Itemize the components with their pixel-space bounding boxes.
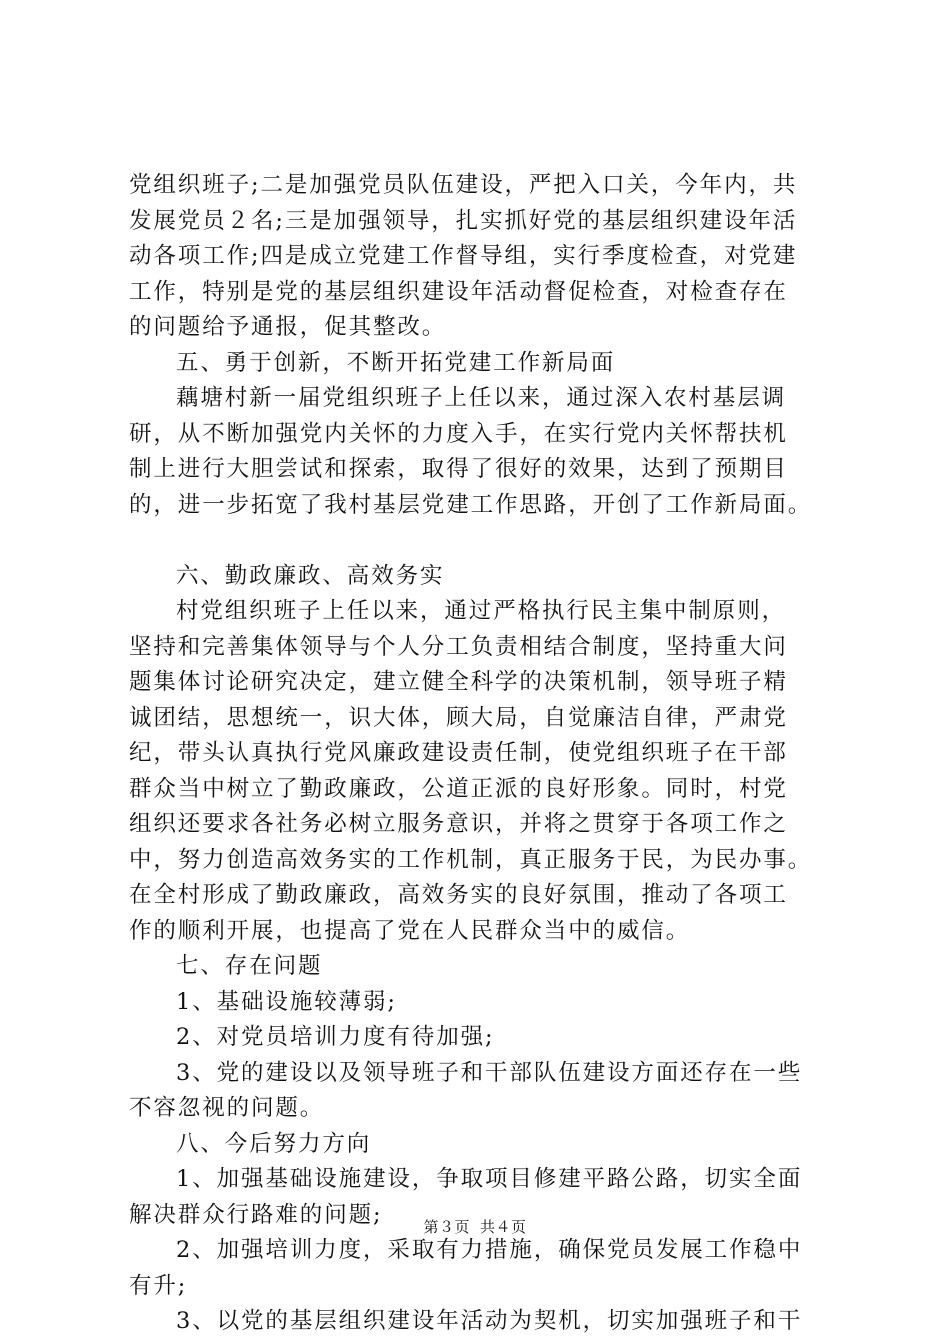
text-line: 藕塘村新一届党组织班子上任以来，通过深入农村基层调 (176, 385, 787, 411)
text-line: 在全村形成了勤政廉政，高效务实的良好氛围，推动了各项工 (129, 882, 788, 908)
document-body (129, 168, 829, 1340)
text-line: 解决群众行路难的问题; (129, 1201, 383, 1228)
text-line: 村党组织班子上任以来，通过严格执行民主集中制原则， (176, 598, 787, 624)
text-line: 不容忽视的问题。 (129, 1095, 325, 1121)
text-line: 的问题给予通报，促其整改。 (129, 314, 447, 340)
section-heading-7: 七、存在问题 (176, 953, 323, 979)
text-line: 发展党员２名;三是加强领导，扎实抓好党的基层组织建设年活 (129, 207, 798, 234)
list-item: 1、加强基础设施建设，争取项目修建平路公路，切实全面 (176, 1166, 803, 1192)
text-line: 动各项工作;四是成立党建工作督导组，实行季度检查，对党建 (129, 243, 798, 269)
section-heading-6: 六、勤政廉政、高效务实 (176, 562, 445, 589)
list-item: 3、党的建设以及领导班子和干部队伍建设方面还存在一些 (176, 1059, 803, 1086)
text-line: 党组织班子;二是加强党员队伍建设，严把入口关，今年内，共 (129, 172, 798, 198)
text-line: 诚团结，思想统一，识大体，顾大局，自觉廉洁自律，严肃党 (129, 704, 788, 731)
text-line: 有升; (129, 1272, 188, 1299)
page-total: 共４页 (480, 1218, 527, 1236)
list-item: 1、基础设施较薄弱; (176, 988, 397, 1015)
text-line: 制上进行大胆尝试和探索，取得了很好的效果，达到了预期目 (129, 456, 788, 482)
text-line: 纪，带头认真执行党风廉政建设责任制，使党组织班子在干部 (129, 740, 788, 766)
text-line: 组织还要求各社务必树立服务意识，并将之贯穿于各项工作之 (129, 811, 788, 837)
text-line: 群众当中树立了勤政廉政，公道正派的良好形象。同时，村党 (129, 775, 788, 802)
text-line: 的，进一步拓宽了我村基层党建工作思路，开创了工作新局面。 (129, 491, 813, 518)
list-item: 2、对党员培训力度有待加强; (176, 1024, 495, 1050)
list-item: 3、以党的基层组织建设年活动为契机，切实加强班子和干 (176, 1308, 803, 1334)
list-item: 2、加强培训力度，采取有力措施，确保党员发展工作稳中 (176, 1237, 803, 1263)
section-heading-5: 五、勇于创新，不断开拓党建工作新局面 (176, 349, 616, 376)
text-line: 中，努力创造高效务实的工作机制，真正服务于民，为民办事。 (129, 846, 813, 873)
text-line: 题集体讨论研究决定，建立健全科学的决策机制，领导班子精 (129, 669, 788, 695)
text-line: 作的顺利开展，也提高了党在人民群众当中的威信。 (129, 917, 691, 944)
paragraph-gap (129, 523, 829, 559)
page-footer (0, 1216, 950, 1237)
text-line: 坚持和完善集体领导与个人分工负责相结合制度，坚持重大问 (129, 633, 788, 660)
page-number: 第３页 (423, 1218, 470, 1236)
text-line: 工作，特别是党的基层组织建设年活动督促检查，对检查存在 (129, 278, 788, 305)
text-line: 研，从不断加强党内关怀的力度入手，在实行党内关怀帮扶机 (129, 420, 788, 447)
section-heading-8: 八、今后努力方向 (176, 1130, 372, 1157)
